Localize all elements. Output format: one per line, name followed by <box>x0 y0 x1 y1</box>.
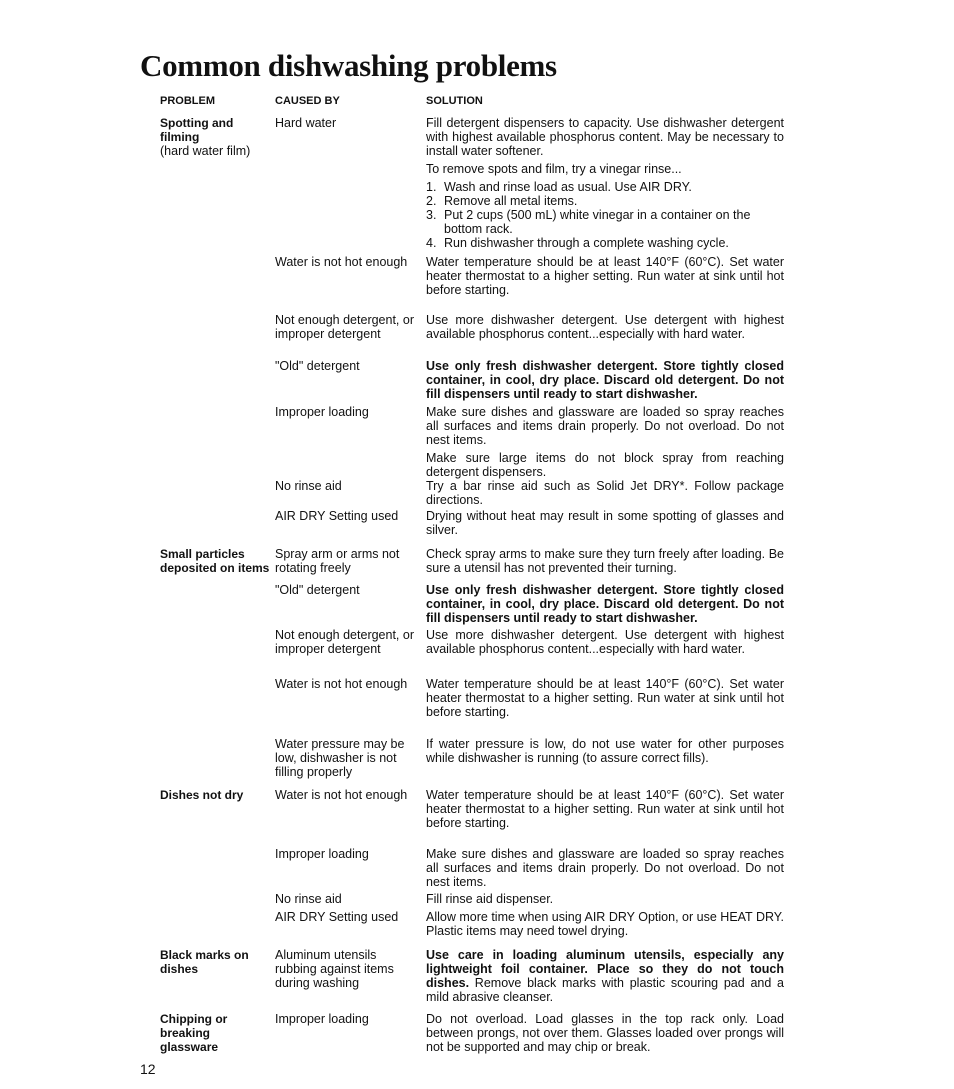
problem-cell <box>160 948 270 976</box>
step-number: 3. <box>426 208 437 222</box>
cause-cell: AIR DRY Setting used <box>275 509 399 523</box>
step-number: 2. <box>426 194 437 208</box>
header-solution: SOLUTION <box>426 95 483 107</box>
cause-cell: "Old" detergent <box>275 359 360 373</box>
step-text: Put 2 cups (500 mL) white vinegar in a container on the bottom rack. <box>444 208 751 236</box>
solution-cell <box>426 788 784 834</box>
list-item <box>426 194 784 208</box>
cause-cell: Aluminum utensils rubbing against items during washing <box>275 948 394 990</box>
solution-text: Make sure dishes and glassware are loaded so spray reaches all surfaces and items drain properly. Do not overload. Do not nest items. <box>426 847 784 889</box>
solution-text: Use only fresh dishwasher detergent. Store tightly closed container, in cool, dry place. Discard old detergent. Do not fill dispensers until ready to start dishwasher. <box>426 359 784 401</box>
list-item <box>426 208 784 236</box>
solution-text: Use more dishwasher detergent. Use detergent with highest available phosphorus content...especially with hard water. <box>426 628 784 656</box>
solution-text: Water temperature should be at least 140°F (60°C). Set water heater thermostat to a higher setting. Run water at sink until hot before starting. <box>426 788 784 830</box>
solution-cell <box>426 628 784 660</box>
problem-label: Dishes not dry <box>160 788 244 802</box>
cause-cell: Water is not hot enough <box>275 788 408 802</box>
header-caused-by: CAUSED BY <box>275 95 340 107</box>
problem-cell <box>160 788 270 802</box>
step-text: Remove all metal items. <box>444 194 578 208</box>
solution-cell <box>426 892 784 910</box>
solution-text: Water temperature should be at least 140°F (60°C). Set water heater thermostat to a higher setting. Run water at sink until hot before starting. <box>426 255 784 297</box>
solution-text: Make sure large items do not block spray from reaching detergent dispensers. <box>426 451 784 479</box>
problem-label: Black marks on dishes <box>160 948 249 976</box>
solution-text: Drying without heat may result in some spotting of glasses and silver. <box>426 509 784 537</box>
solution-text: Use more dishwasher detergent. Use detergent with highest available phosphorus content...especially with hard water. <box>426 313 784 341</box>
solution-cell <box>426 255 784 301</box>
cause-cell: AIR DRY Setting used <box>275 910 399 924</box>
solution-text: Make sure dishes and glassware are loaded so spray reaches all surfaces and items drain properly. Do not overload. Do not nest items. <box>426 405 784 447</box>
solution-cell <box>426 509 784 541</box>
problem-label: Chipping or breaking glassware <box>160 1012 228 1054</box>
cause-cell: Improper loading <box>275 1012 369 1026</box>
cause-cell: Hard water <box>275 116 337 130</box>
solution-text: Water temperature should be at least 140°F (60°C). Set water heater thermostat to a higher setting. Run water at sink until hot before starting. <box>426 677 784 719</box>
cause-cell: No rinse aid <box>275 892 342 906</box>
cause-cell: Not enough detergent, or improper detergent <box>275 313 414 341</box>
step-text: Wash and rinse load as usual. Use AIR DRY. <box>444 180 692 194</box>
step-number: 1. <box>426 180 437 194</box>
solution-cell <box>426 479 784 511</box>
solution-text: Allow more time when using AIR DRY Option, or use HEAT DRY. Plastic items may need towel drying. <box>426 910 784 938</box>
solution-cell <box>426 847 784 893</box>
solution-cell <box>426 910 784 942</box>
cause-cell: Water pressure may be low, dishwasher is not filling properly <box>275 737 405 779</box>
solution-text: To remove spots and film, try a vinegar rinse... <box>426 162 682 176</box>
solution-text: If water pressure is low, do not use water for other purposes while dishwasher is running (to assure correct fills). <box>426 737 784 765</box>
solution-cell <box>426 116 784 250</box>
solution-cell <box>426 359 784 405</box>
solution-text: Check spray arms to make sure they turn freely after loading. Be sure a utensil has not prevented their turning. <box>426 547 784 575</box>
solution-text: Try a bar rinse aid such as Solid Jet DRY*. Follow package directions. <box>426 479 784 507</box>
problem-label: Spotting and filming <box>160 116 234 144</box>
cause-cell: Improper loading <box>275 847 369 861</box>
solution-text: Use only fresh dishwasher detergent. Store tightly closed container, in cool, dry place. Discard old detergent. Do not fill dispensers until ready to start dishwasher. <box>426 583 784 625</box>
solution-cell <box>426 405 784 483</box>
header-problem: PROBLEM <box>160 95 215 107</box>
page-number: 12 <box>140 1061 156 1077</box>
solution-cell <box>426 948 784 1008</box>
cause-cell: Improper loading <box>275 405 369 419</box>
solution-cell <box>426 737 784 769</box>
solution-cell <box>426 547 784 579</box>
cause-cell: Not enough detergent, or improper detergent <box>275 628 414 656</box>
solution-cell <box>426 677 784 723</box>
problem-cell <box>160 116 270 158</box>
cause-cell: "Old" detergent <box>275 583 360 597</box>
problem-cell <box>160 547 270 575</box>
cause-cell: Spray arm or arms not rotating freely <box>275 547 400 575</box>
step-text: Run dishwasher through a complete washing cycle. <box>444 236 729 250</box>
solution-text: Do not overload. Load glasses in the top rack only. Load between prongs, not over them. Glasses loaded over prongs will not be supported and may chip or break. <box>426 1012 784 1054</box>
vinegar-rinse-steps <box>426 180 784 250</box>
solution-cell <box>426 583 784 629</box>
page-title: Common dishwashing problems <box>140 48 557 83</box>
cause-cell: No rinse aid <box>275 479 342 493</box>
solution-cell <box>426 313 784 345</box>
cause-cell: Water is not hot enough <box>275 255 408 269</box>
cause-cell: Water is not hot enough <box>275 677 408 691</box>
solution-cell <box>426 1012 784 1058</box>
list-item <box>426 236 784 250</box>
solution-text: Fill rinse aid dispenser. <box>426 892 554 906</box>
solution-text: Use care in loading aluminum utensils, especially any lightweight foil container. Place so they do not touch dishes. Remove black marks with plastic scouring pad and a mild abrasive cleanser. <box>426 948 784 1004</box>
problem-label: Small particles deposited on items <box>160 547 270 575</box>
solution-text: Fill detergent dispensers to capacity. Use dishwasher detergent with highest available phosphorus content. May be necessary to install water softener. <box>426 116 784 158</box>
list-item <box>426 180 784 194</box>
problem-cell <box>160 1012 270 1054</box>
problem-sublabel: (hard water film) <box>160 144 251 158</box>
step-number: 4. <box>426 236 437 250</box>
